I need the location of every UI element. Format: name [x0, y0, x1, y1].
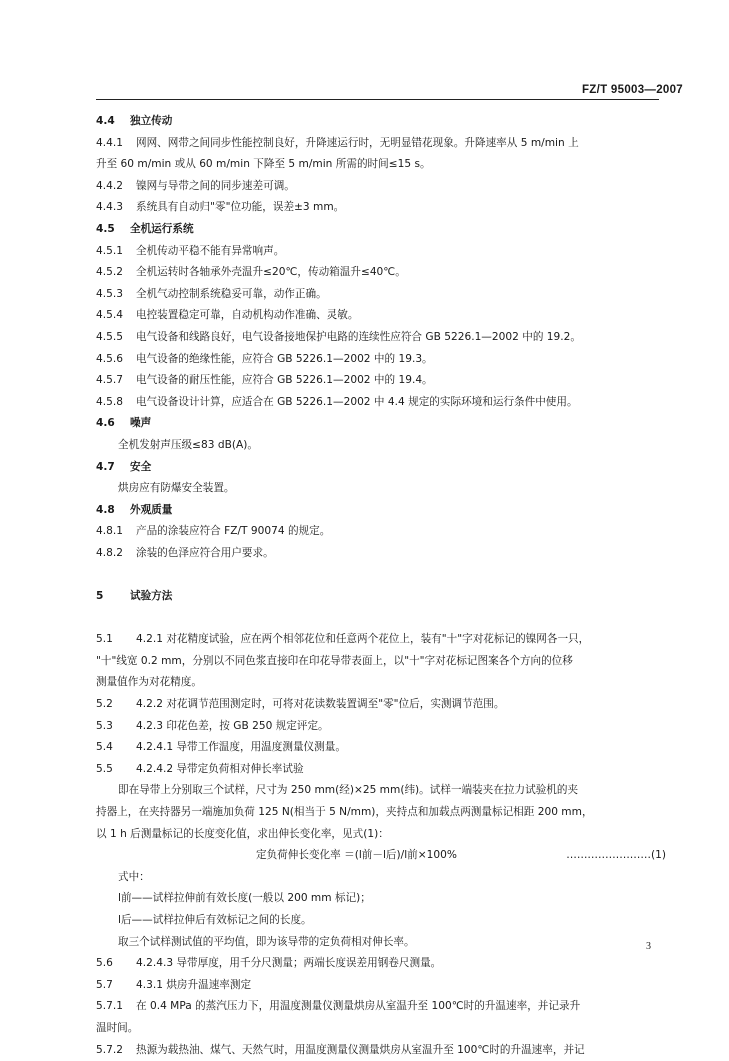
- clause-text: 4.2.4.2 导带定负荷相对伸长率试验: [136, 762, 304, 775]
- clause-number: 4.5.6: [96, 352, 123, 365]
- clause-number: 4.4: [96, 115, 115, 127]
- clause-number: 4.5.2: [96, 266, 123, 279]
- clause-text: 持器上，在夹持器另一端施加负荷 125 N(相当于 5 N/mm)，夹持点和加载点两测量标记相距 200 mm，: [96, 806, 593, 818]
- clause-text: 全机气动控制系统稳妥可靠，动作正确。: [136, 287, 327, 300]
- clause-text: 电气设备和线路良好，电气设备接地保护电路的连续性应符合 GB 5226.1—2002 中的 19.2。: [136, 330, 581, 343]
- clause-text: 电气设备的绝缘性能，应符合 GB 5226.1—2002 中的 19.3。: [136, 352, 433, 365]
- paragraph-line: [96, 780, 666, 802]
- clause-text: 4.2.2 对花调节范围测定时，可将对花读数装置调至"零"位后，实测调节范围。: [136, 698, 505, 711]
- paragraph-line: [96, 478, 666, 500]
- header-rule: [96, 99, 659, 100]
- paragraph-line: [96, 435, 666, 457]
- clause-text: 噪声: [130, 417, 152, 430]
- clause-number: 5.4: [96, 741, 113, 754]
- paragraph-line: [96, 305, 666, 327]
- clause-text: 4.3.1 烘房升温速率测定: [136, 978, 252, 991]
- clause-number: 5.7.1: [96, 1000, 123, 1013]
- clause-number: 4.4.2: [96, 179, 123, 192]
- paragraph-line: [96, 759, 666, 781]
- clause-text: 在 0.4 MPa 的蒸汽压力下，用温度测量仪测量烘房从室温升至 100℃时的升温速率，并记录升: [136, 1000, 581, 1013]
- clause-number: 4.5.1: [96, 244, 123, 257]
- paragraph-line: [96, 802, 666, 824]
- paragraph-line: [96, 133, 666, 155]
- clause-number: 5.7.2: [96, 1043, 123, 1056]
- clause-text: 安全: [130, 460, 152, 473]
- section-heading: [96, 457, 666, 479]
- clause-number: 4.5: [96, 222, 115, 235]
- clause-number: 5.2: [96, 698, 113, 711]
- section-heading: [96, 111, 666, 133]
- clause-number: 5: [96, 590, 104, 603]
- clause-text: 电控装置稳定可靠，自动机构动作准确、灵敏。: [136, 309, 359, 322]
- section-heading: [96, 500, 666, 522]
- clause-text: 升至 60 m/min 或从 60 m/min 下降至 5 m/min 所需的时间≤15 s。: [96, 158, 431, 171]
- formula-expression: 定负荷伸长变化率 ＝(l前－l后)/l前×100%: [256, 849, 457, 862]
- paragraph-line: [96, 1040, 666, 1061]
- formula-number: ……………………(1): [566, 849, 666, 862]
- document-body: [96, 111, 666, 1061]
- paragraph-line: [96, 953, 666, 975]
- clause-number: 4.5.7: [96, 374, 123, 387]
- paragraph-line: [96, 629, 666, 651]
- clause-number: 5.5: [96, 762, 113, 775]
- clause-number: 4.6: [96, 417, 115, 430]
- clause-text: 网网、网带之间同步性能控制良好，升降速运行时，无明显错花现象。升降速率从 5 m/min 上: [136, 136, 579, 149]
- paragraph-line: [96, 327, 666, 349]
- clause-number: 4.8: [96, 503, 115, 516]
- clause-text: 外观质量: [130, 503, 173, 516]
- paragraph-line: [96, 694, 666, 716]
- clause-text: 系统具有自动归"零"位功能，误差±3 mm。: [136, 201, 345, 214]
- clause-text: 全机发射声压级≤83 dB(A)。: [118, 438, 258, 451]
- paragraph-line: [96, 284, 666, 306]
- clause-text: "十"线宽 0.2 mm，分别以不同色浆直接印在印花导带表面上，以"十"字对花标记图案各个方向的位移: [96, 654, 573, 667]
- clause-text: 烘房应有防爆安全装置。: [118, 482, 235, 495]
- clause-text: 4.2.4.1 导带工作温度，用温度测量仪测量。: [136, 741, 346, 754]
- paragraph-line: [96, 154, 666, 176]
- clause-text: 4.2.4.3 导带厚度，用千分尺测量；两端长度误差用钢卷尺测量。: [136, 957, 442, 970]
- paragraph-line: [96, 824, 666, 846]
- paragraph-line: [96, 737, 666, 759]
- paragraph-line: [96, 716, 666, 738]
- clause-number: 4.8.1: [96, 525, 123, 538]
- paragraph-line: [96, 370, 666, 392]
- clause-text: 4.2.1 对花精度试验，应在两个相邻花位和任意两个花位上，装有"十"字对花标记的镍网各一只，: [136, 633, 590, 646]
- clause-text: l前——试样拉伸前有效长度(一般以 200 mm 标记)；: [118, 892, 371, 905]
- clause-text: 热源为载热油、煤气、天然气时，用温度测量仪测量烘房从室温升至 100℃时的升温速率，并记: [136, 1043, 585, 1056]
- paragraph-line: [96, 975, 666, 997]
- clause-number: 4.5.3: [96, 287, 123, 300]
- clause-text: 电气设备的耐压性能，应符合 GB 5226.1—2002 中的 19.4。: [136, 374, 433, 387]
- clause-text: 全机传动平稳不能有异常响声。: [136, 244, 285, 257]
- paragraph-line: [96, 521, 666, 543]
- paragraph-line: [96, 262, 666, 284]
- paragraph-line: [96, 672, 666, 694]
- clause-text: 独立传动: [130, 115, 173, 127]
- standard-number: FZ/T 95003—2007: [581, 84, 683, 96]
- clause-number: 4.5.4: [96, 309, 123, 322]
- clause-number: 4.5.5: [96, 330, 123, 343]
- section-heading: [96, 586, 666, 608]
- clause-text: 电气设备设计计算，应适合在 GB 5226.1—2002 中 4.4 规定的实际环境和运行条件中使用。: [136, 395, 578, 408]
- page-number: 3: [646, 941, 651, 952]
- clause-number: 5.1: [96, 633, 113, 646]
- paragraph-line: [96, 651, 666, 673]
- clause-number: 5.7: [96, 978, 113, 991]
- clause-text: 测量值作为对花精度。: [96, 676, 202, 689]
- paragraph-line: [96, 996, 666, 1018]
- paragraph-line: [96, 867, 666, 889]
- clause-number: 4.8.2: [96, 546, 123, 559]
- clause-number: 4.4.3: [96, 201, 123, 214]
- clause-text: 式中：: [118, 870, 150, 883]
- clause-number: 5.6: [96, 957, 113, 970]
- clause-text: 全机运行系统: [130, 222, 194, 235]
- clause-text: 全机运转时各轴承外壳温升≤20℃，传动箱温升≤40℃。: [136, 266, 406, 279]
- clause-text: 取三个试样测试值的平均值，即为该导带的定负荷相对伸长率。: [118, 935, 415, 948]
- paragraph-line: [96, 932, 666, 954]
- section-heading: [96, 219, 666, 241]
- paragraph-line: [96, 176, 666, 198]
- clause-number: 4.7: [96, 460, 115, 473]
- paragraph-line: [96, 910, 666, 932]
- paragraph-line: [96, 1018, 666, 1040]
- clause-number: 4.5.8: [96, 395, 123, 408]
- clause-text: 产品的涂装应符合 FZ/T 90074 的规定。: [136, 525, 331, 538]
- formula-line: [96, 845, 666, 867]
- paragraph-line: [96, 197, 666, 219]
- clause-text: l后——试样拉伸后有效标记之间的长度。: [118, 913, 312, 926]
- paragraph-line: [96, 608, 666, 630]
- clause-text: 以 1 h 后测量标记的长度变化值，求出伸长变化率，见式(1)：: [96, 827, 389, 840]
- paragraph-line: [96, 564, 666, 586]
- clause-text: 即在导带上分别取三个试样，尺寸为 250 mm(经)×25 mm(纬)。试样一端装夹在拉力试验机的夹: [118, 784, 579, 797]
- paragraph-line: [96, 241, 666, 263]
- clause-text: 涂装的色泽应符合用户要求。: [136, 546, 274, 559]
- clause-text: 4.2.3 印花色差，按 GB 250 规定评定。: [136, 719, 329, 732]
- paragraph-line: [96, 392, 666, 414]
- clause-number: 4.4.1: [96, 136, 123, 149]
- clause-text: 试验方法: [130, 590, 173, 603]
- section-heading: [96, 413, 666, 435]
- clause-text: 镍网与导带之间的同步速差可调。: [136, 179, 295, 192]
- paragraph-line: [96, 543, 666, 565]
- clause-text: 温时间。: [96, 1021, 139, 1034]
- paragraph-line: [96, 888, 666, 910]
- paragraph-line: [96, 349, 666, 371]
- clause-number: 5.3: [96, 719, 113, 732]
